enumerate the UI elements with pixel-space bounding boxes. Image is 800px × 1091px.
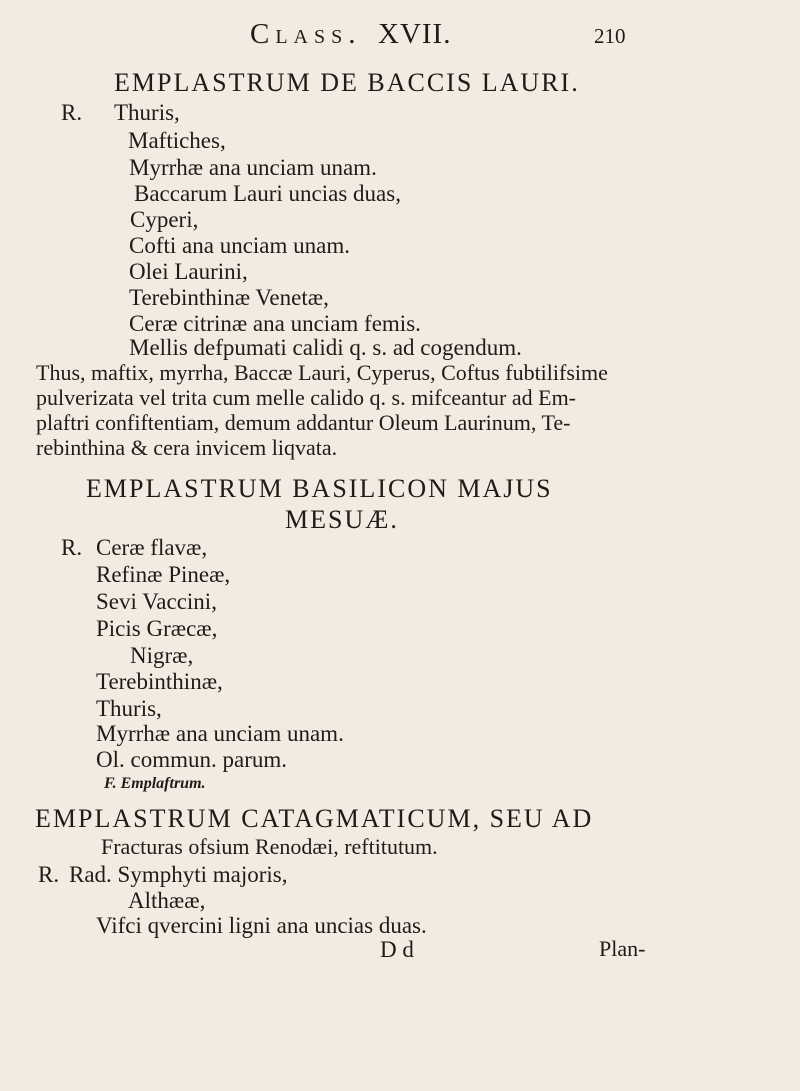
directions-line: plaftri confiftentiam, demum addantur Oleum Laurinum, Te- [36,410,571,435]
ingredient-line: Refinæ Pineæ, [96,562,231,587]
recipe-symbol: R. [38,862,60,887]
ingredient-line: Baccarum Lauri uncias duas, [134,181,401,206]
recipe-symbol: R. [61,535,83,560]
ingredient-line: Rad. Symphyti majoris, [69,862,288,887]
recipe-title-continued: MESUÆ. [285,505,399,534]
ingredient-line: Althææ, [128,888,206,913]
catchword: Plan- [599,936,646,961]
ingredient-line: Cyperi, [130,207,199,232]
ingredient-line: Olei Laurini, [129,259,248,284]
directions-line: Thus, maftix, myrrha, Baccæ Lauri, Cyperus, Coftus fubtilifsime [36,360,608,385]
ingredient-line: Ol. commun. parum. [96,747,287,772]
class-label: Class. [250,18,362,50]
ingredient-line: Picis Græcæ, [96,616,218,641]
recipe-final-instruction: F. Emplaftrum. [104,775,206,792]
signature-mark: D d [380,937,414,962]
page-number: 210 [594,24,626,48]
ingredient-line: Terebinthinæ Venetæ, [129,285,329,310]
ingredient-line: Nigræ, [130,643,194,668]
ingredient-line: Myrrhæ ana unciam unam. [96,721,344,746]
recipe-title: EMPLASTRUM DE BACCIS LAURI. [114,68,580,97]
ingredient-line: Maftiches, [128,128,226,153]
recipe-symbol: R. [61,100,83,125]
ingredient-line: Terebinthinæ, [96,669,223,694]
ingredient-line: Vifci qvercini ligni ana uncias duas. [96,913,427,938]
ingredient-line: Myrrhæ ana unciam unam. [129,155,377,180]
ingredient-line: Thuris, [96,696,162,721]
ingredient-line: Mellis defpumati calidi q. s. ad cogendum. [129,335,522,360]
directions-line: rebinthina & cera invicem liqvata. [36,435,338,460]
recipe-subtitle: Fracturas ofsium Renodæi, reftitutum. [101,834,438,859]
ingredient-line: Cofti ana unciam unam. [129,233,350,258]
ingredient-line: Ceræ citrinæ ana unciam femis. [129,311,421,336]
recipe-title: EMPLASTRUM BASILICON MAJUS [86,474,553,503]
ingredient-line: Ceræ flavæ, [96,535,208,560]
ingredient-line: Sevi Vaccini, [96,589,217,614]
ingredient-line: Thuris, [114,100,180,125]
recipe-title: EMPLASTRUM CATAGMATICUM, SEU AD [35,804,594,833]
class-number: XVII. [378,18,452,50]
directions-line: pulverizata vel trita cum melle calido q. s. mifceantur ad Em- [36,385,577,410]
